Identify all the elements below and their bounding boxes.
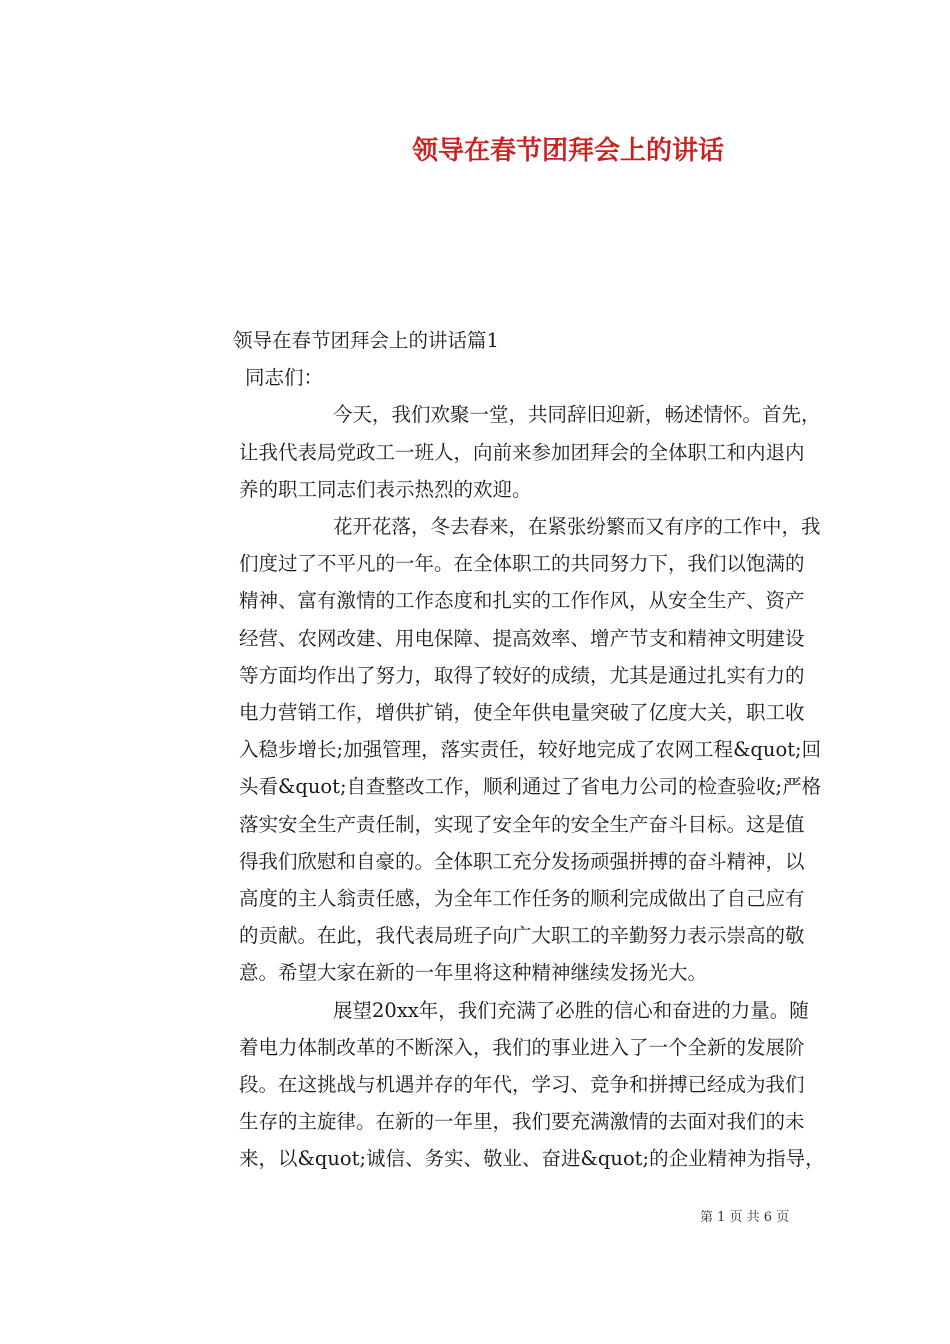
paragraph-line: 来，以&quot;诚信、务实、敬业、奋进&quot;的企业精神为指导，: [239, 1147, 825, 1171]
paragraph-line: 经营、农网改建、用电保障、提高效率、增产节支和精神文明建设: [239, 626, 805, 650]
paragraph-line: 生存的主旋律。在新的一年里，我们要充满激情的去面对我们的未: [239, 1110, 805, 1134]
document-title: 领导在春节团拜会上的讲话: [412, 136, 725, 166]
paragraph-line: 等方面均作出了努力，取得了较好的成绩，尤其是通过扎实有力的: [239, 663, 805, 687]
paragraph-line: 的贡献。在此，我代表局班子向广大职工的辛勤努力表示崇高的敬: [239, 924, 805, 948]
paragraph-line: 们度过了不平凡的一年。在全体职工的共同努力下，我们以饱满的: [239, 552, 805, 576]
paragraph-line: 让我代表局党政工一班人，向前来参加团拜会的全体职工和内退内: [239, 440, 805, 464]
paragraph-1: [145, 396, 821, 508]
paragraph-line: 精神、富有激情的工作态度和扎实的工作作风，从安全生产、资产: [239, 589, 805, 613]
document-body: [145, 322, 825, 1178]
paragraph-line: 段。在这挑战与机遇并存的年代，学习、竞争和拼搏已经成为我们: [239, 1073, 805, 1097]
salutation: 同志们：: [245, 366, 324, 390]
paragraph-2: [145, 508, 822, 992]
page-number: 第 1 页 共 6 页: [700, 1210, 790, 1225]
paragraph-3: [145, 992, 825, 1178]
paragraph-line: 今天，我们欢聚一堂，共同辞旧迎新，畅述情怀。首先，: [333, 403, 821, 427]
paragraph-line: 着电力体制改革的不断深入，我们的事业进入了一个全新的发展阶: [239, 1035, 805, 1059]
paragraph-line: 意。希望大家在新的一年里将这种精神继续发扬光大。: [239, 961, 708, 985]
paragraph-line: 得我们欣慰和自豪的。全体职工充分发扬顽强拼搏的奋斗精神，以: [239, 849, 805, 873]
paragraph-line: 头看&quot;自查整改工作，顺利通过了省电力公司的检查验收;严格: [239, 775, 822, 799]
paragraph-line: 落实安全生产责任制，实现了安全年的安全生产奋斗目标。这是值: [239, 812, 805, 836]
paragraph-line: 展望20xx年，我们充满了必胜的信心和奋进的力量。随: [333, 998, 809, 1022]
section-subtitle: 领导在春节团拜会上的讲话篇1: [233, 329, 499, 352]
paragraph-line: 养的职工同志们表示热烈的欢迎。: [239, 477, 532, 501]
paragraph-line: 高度的主人翁责任感，为全年工作任务的顺利完成做出了自己应有: [239, 887, 805, 911]
paragraph-line: 电力营销工作，增供扩销，使全年供电量突破了亿度大关，职工收: [239, 701, 805, 725]
paragraph-line: 花开花落，冬去春来，在紧张纷繁而又有序的工作中，我: [333, 515, 821, 539]
paragraph-line: 入稳步增长;加强管理，落实责任，较好地完成了农网工程&quot;回: [239, 738, 822, 762]
